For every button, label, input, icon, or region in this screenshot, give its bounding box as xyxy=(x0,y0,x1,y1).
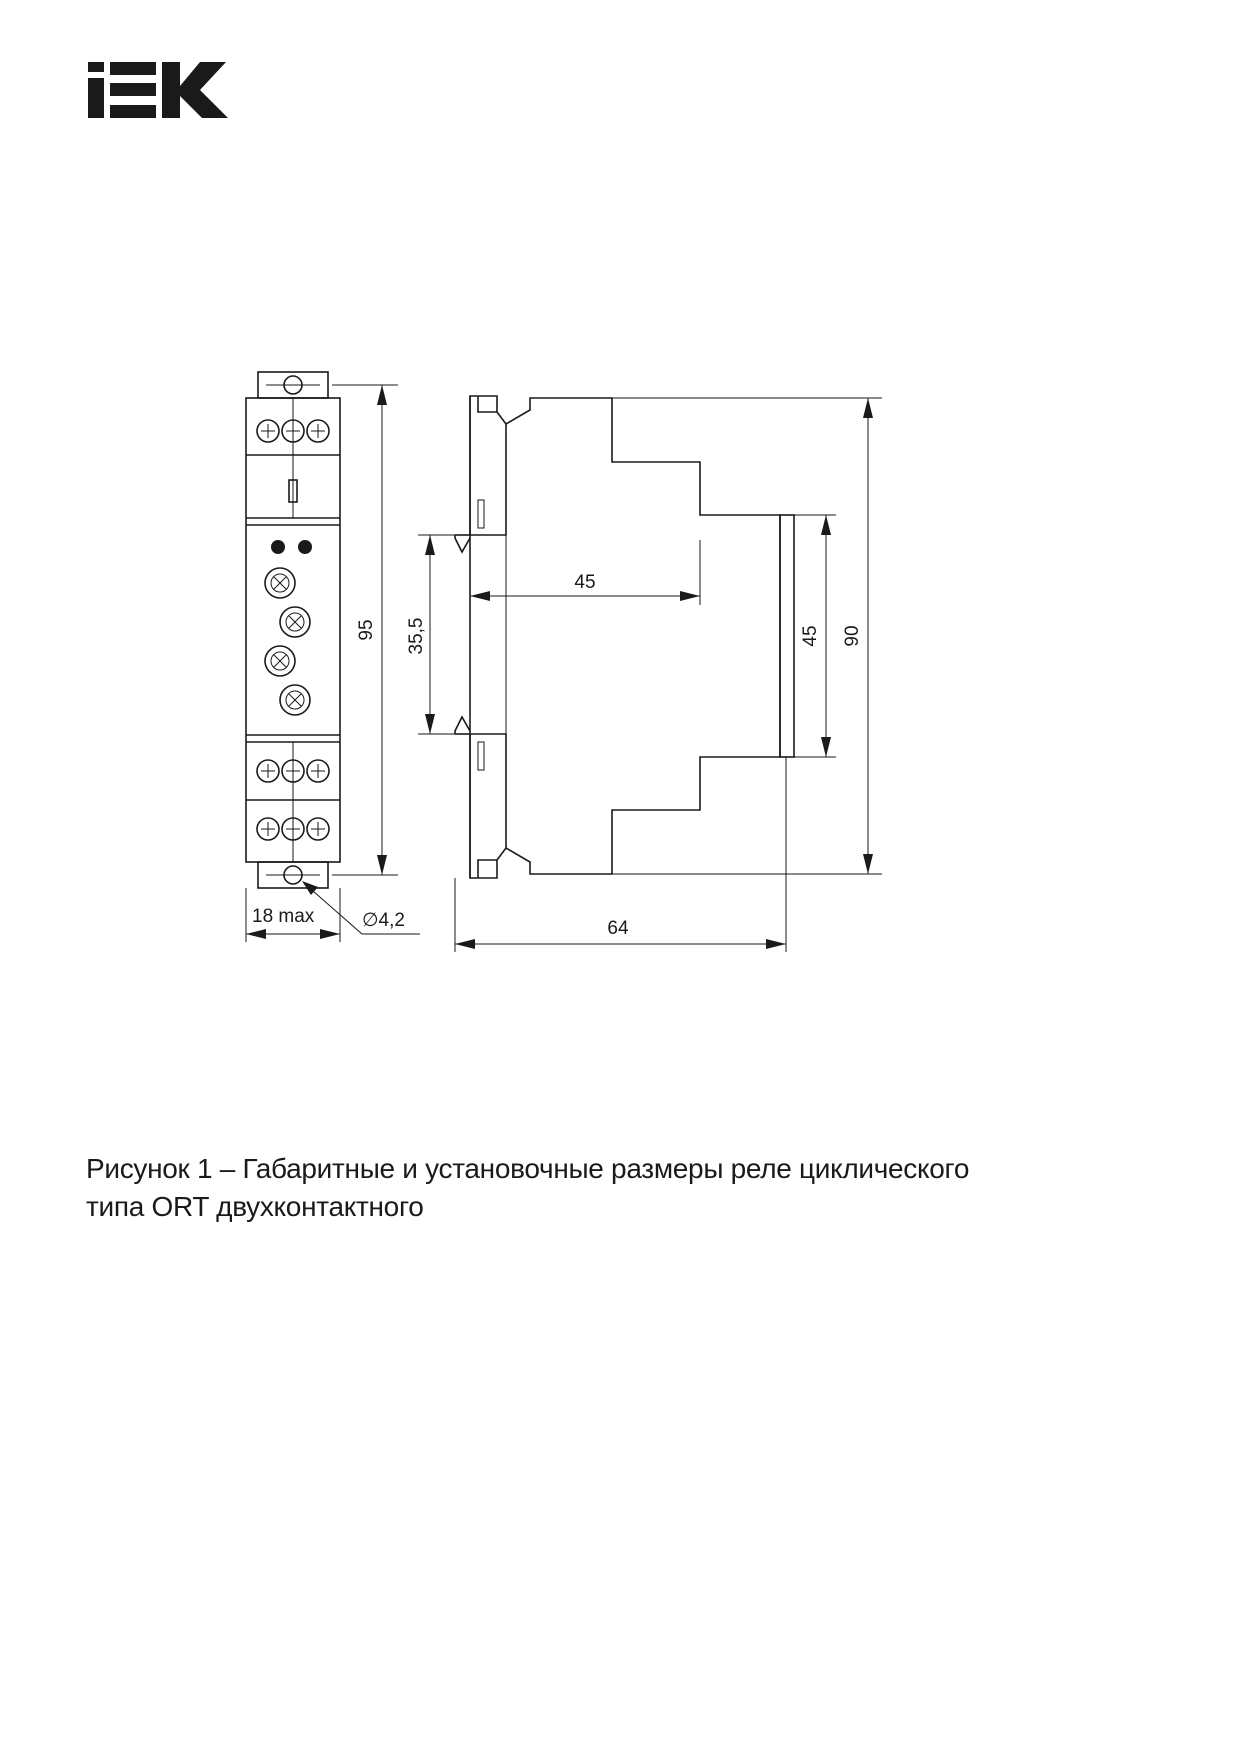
front-view xyxy=(246,372,420,942)
dimension-label-height: 95 xyxy=(356,619,377,641)
dimension-label-rail: 35,5 xyxy=(406,617,427,655)
dimension-label-front-height: 45 xyxy=(800,625,821,647)
dimension-label-depth: 45 xyxy=(574,572,596,593)
dimension-label-hole: ∅4,2 xyxy=(362,910,405,931)
indicator-led-icon xyxy=(271,540,285,554)
adjustment-knob-icon xyxy=(280,607,310,637)
dimension-label-total-depth: 64 xyxy=(607,918,629,939)
adjustment-knob-icon xyxy=(265,646,295,676)
dimension-label-body-height: 90 xyxy=(842,625,863,647)
dimension-label-width: 18 max xyxy=(252,906,315,927)
indicator-led-icon xyxy=(298,540,312,554)
side-view xyxy=(406,396,882,952)
adjustment-knob-icon xyxy=(280,685,310,715)
caption-line-2: типа ORT двухконтактного xyxy=(86,1191,424,1222)
adjustment-knob-icon xyxy=(265,568,295,598)
figure-caption xyxy=(86,1150,1146,1226)
caption-line-1: Рисунок 1 – Габаритные и установочные размеры реле циклического xyxy=(86,1153,970,1184)
